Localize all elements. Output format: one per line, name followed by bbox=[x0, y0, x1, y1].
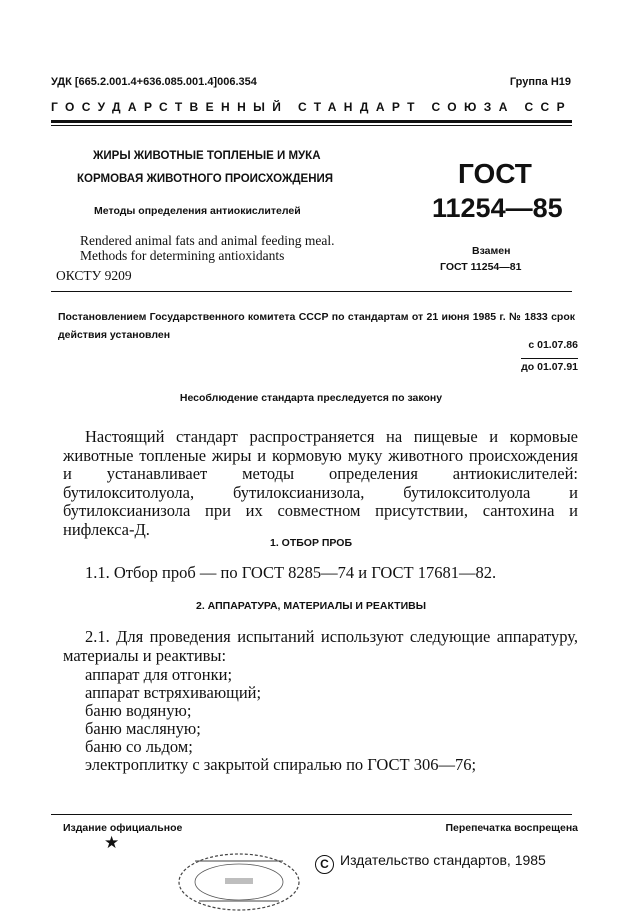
state-standard-banner bbox=[51, 100, 572, 114]
section-2-heading: 2. АППАРАТУРА, МАТЕРИАЛЫ И РЕАКТИВЫ bbox=[196, 600, 426, 612]
banner-word-1: ГОСУДАРСТВЕННЫЙ bbox=[51, 100, 289, 114]
section-1-heading: 1. ОТБОР ПРОБ bbox=[269, 537, 353, 549]
intro-paragraph bbox=[63, 428, 578, 539]
copyright-icon: C bbox=[315, 855, 334, 874]
replaces-standard: ГОСТ 11254—81 bbox=[440, 261, 522, 273]
clause-2-1 bbox=[63, 628, 578, 665]
list-item: баню масляную; bbox=[85, 719, 201, 738]
banner-word-3: СОЮЗА bbox=[431, 100, 515, 114]
title-line-2: КОРМОВАЯ ЖИВОТНОГО ПРОИСХОЖДЕНИЯ bbox=[77, 173, 334, 185]
replaces-label: Взамен bbox=[472, 245, 511, 257]
intro-text: Настоящий стандарт распространяется на пищевые и кормовые животные топленые жиры и кормовую муку животного происхождения и устанавливает методы определения антиокислителей: бутилокситолуола, бутилоксианизола, бутилокситолуола и бутилоксианизола при их совместном присутствии, сантохина и нифлекса-Д. bbox=[63, 427, 578, 539]
publisher-text: Издательство стандартов, 1985 bbox=[340, 852, 546, 868]
decree-text: Постановлением Государственного комитета СССР по стандартам от 21 июня 1985 г. № 1833 срок действия установлен bbox=[58, 311, 575, 341]
title-line-1: ЖИРЫ ЖИВОТНЫЕ ТОПЛЕНЫЕ И МУКА bbox=[93, 150, 321, 162]
list-item: баню со льдом; bbox=[85, 737, 193, 756]
official-edition: Издание официальное bbox=[63, 822, 183, 834]
clause-2-1-text: 2.1. Для проведения испытаний используют следующие аппаратуру, материалы и реактивы: bbox=[63, 627, 578, 665]
title-subtitle: Методы определения антиокислителей bbox=[94, 205, 301, 217]
gost-label: ГОСТ bbox=[458, 158, 532, 189]
law-notice: Несоблюдение стандарта преследуется по закону bbox=[179, 392, 443, 404]
banner-word-2: СТАНДАРТ bbox=[298, 100, 422, 114]
footer-rule bbox=[51, 814, 572, 815]
equipment-list bbox=[85, 666, 476, 774]
copyright-line bbox=[315, 852, 546, 874]
list-item: электроплитку с закрытой спиралью по ГОСТ 306—76; bbox=[85, 755, 477, 774]
star-icon: ★ bbox=[104, 833, 120, 852]
reprint-prohibited: Перепечатка воспрещена bbox=[445, 822, 578, 834]
list-item: аппарат встряхивающий; bbox=[85, 683, 262, 702]
validity-from: с 01.07.86 bbox=[528, 339, 578, 351]
list-item: аппарат для отгонки; bbox=[85, 665, 233, 684]
header-rule-thick bbox=[51, 120, 572, 123]
header-rule-thin bbox=[51, 125, 572, 126]
english-title-1: Rendered animal fats and animal feeding meal. bbox=[80, 233, 335, 248]
okstu-code: ОКСТУ 9209 bbox=[56, 268, 132, 283]
library-stamp bbox=[175, 850, 303, 919]
library-stamp-icon bbox=[175, 850, 303, 914]
udc-code: УДК [665.2.001.4+636.085.001.4]006.354 bbox=[51, 76, 257, 88]
english-title-2: Methods for determining antioxidants bbox=[80, 248, 285, 263]
clause-1-1: 1.1. Отбор проб — по ГОСТ 8285—74 и ГОСТ 17681—82. bbox=[85, 563, 497, 582]
banner-word-4: ССР bbox=[524, 100, 572, 114]
title-rule bbox=[51, 291, 572, 292]
list-item: баню водяную; bbox=[85, 701, 192, 720]
validity-to: до 01.07.91 bbox=[521, 358, 578, 373]
group-code: Группа Н19 bbox=[509, 76, 571, 88]
gost-number: 11254—85 bbox=[432, 193, 563, 223]
